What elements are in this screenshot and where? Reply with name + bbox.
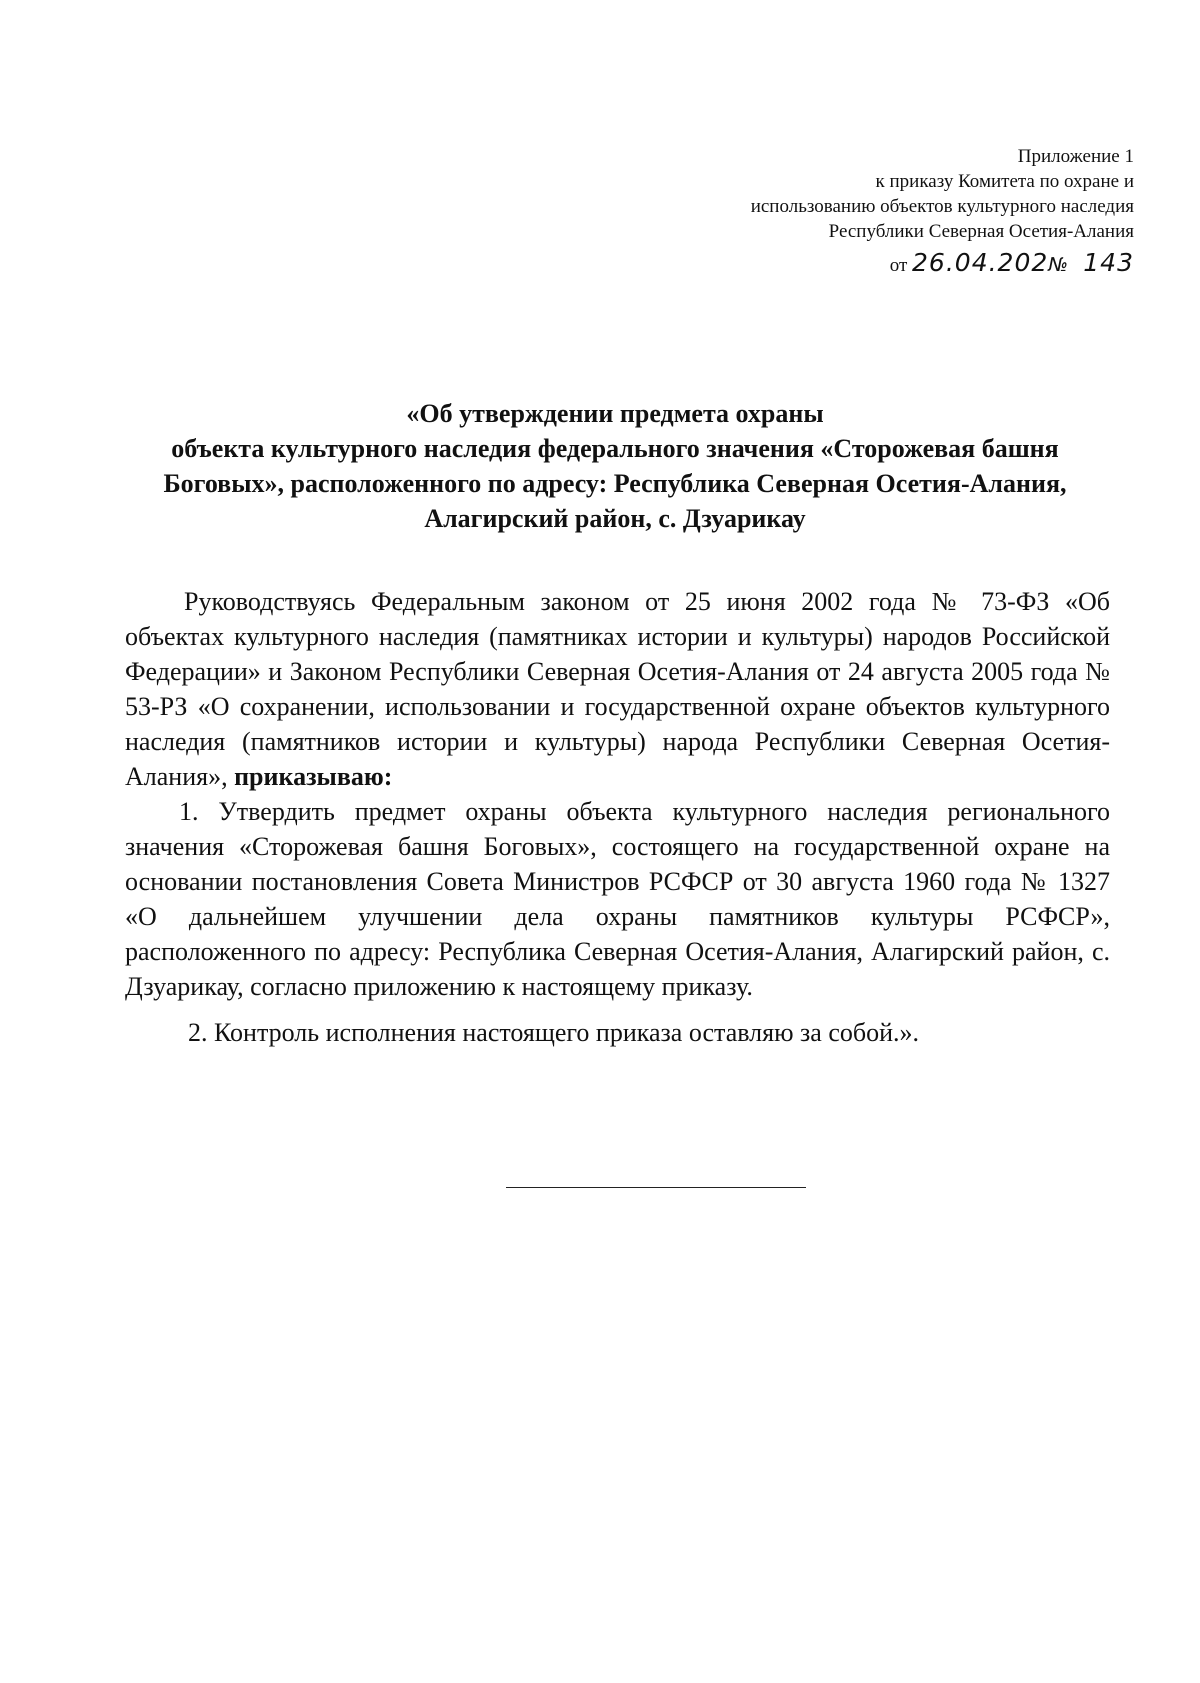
appendix-order-reference: к приказу Комитета по охране и xyxy=(875,171,1134,192)
number-label: № xyxy=(1048,254,1070,276)
title-line-2: объекта культурного наследия федерального значения «Сторожевая башня xyxy=(171,434,1059,463)
order-keyword: приказываю: xyxy=(234,762,393,791)
title-line-3: Боговых», расположенного по адресу: Республика Северная Осетия-Алания, xyxy=(163,469,1067,498)
preamble-text: Руководствуясь Федеральным законом от 25 июня 2002 года № 73-ФЗ «Об объектах культурного наследия (памятниках истории и культуры) народов Российской Федерации» и Законом Республики Северная Осетия-Алания от 24 августа 2005 года № 53-РЗ «О сохранении, использовании и государственной охране объектов культурного наследия (памятников истории и культуры) народа Республики Северная Осетия-Алания», xyxy=(125,587,1110,791)
appendix-label: Приложение 1 xyxy=(1017,146,1134,167)
appendix-date-number xyxy=(614,248,1134,281)
closing-divider xyxy=(506,1187,806,1188)
date-prefix: от xyxy=(889,255,908,276)
preamble-paragraph xyxy=(125,584,1110,794)
title-line-4: Алагирский район, с. Дзуарикау xyxy=(424,504,806,533)
order-item-2: 2. Контроль исполнения настоящего приказа оставляю за собой.». xyxy=(188,1018,920,1047)
handwritten-order-number: 143 xyxy=(1083,248,1134,277)
order-item-1: 1. Утвердить предмет охраны объекта культурного наследия регионального значения «Сторожевая башня Боговых», состоящего на государственной охране на основании постановления Совета Министров РСФСР от 30 августа 1960 года № 1327 «О дальнейшем улучшении дела охраны памятников культуры РСФСР», расположенного по адресу: Республика Северная Осетия-Алания, Алагирский район, с. Дзуарикау, согласно приложению к настоящему приказу. xyxy=(125,797,1110,1001)
appendix-header xyxy=(614,144,1134,281)
document-title xyxy=(120,396,1110,536)
document-body xyxy=(125,584,1110,1050)
appendix-committee-name: использованию объектов культурного наследия xyxy=(750,196,1134,217)
handwritten-date: 26.04.202 xyxy=(912,248,1049,277)
title-line-1: «Об утверждении предмета охраны xyxy=(406,399,824,428)
appendix-republic-name: Республики Северная Осетия-Алания xyxy=(828,221,1134,242)
